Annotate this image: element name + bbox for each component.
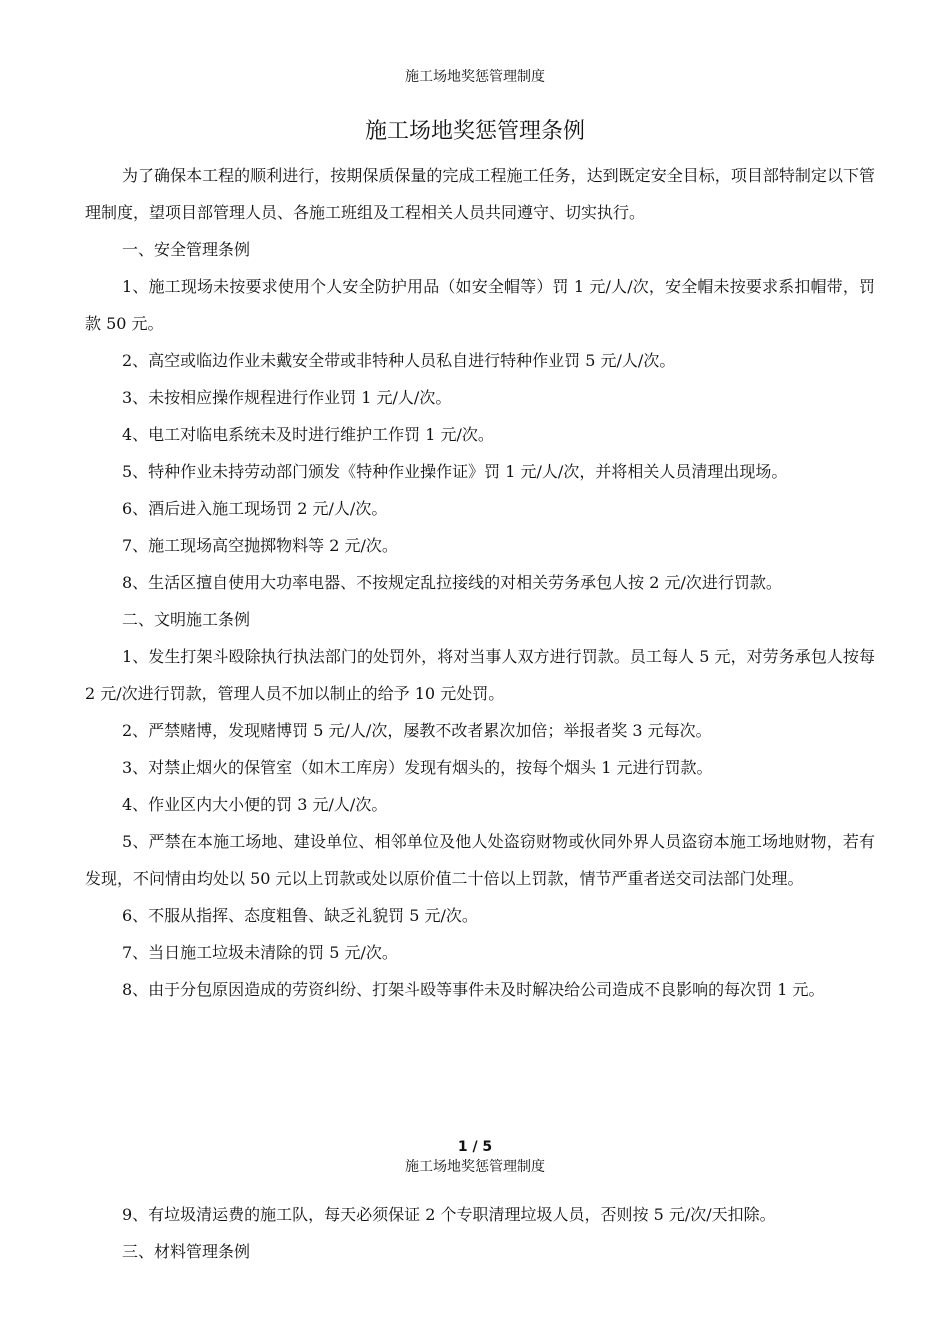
- civilized-rule-5: 5、严禁在本施工场地、建设单位、相邻单位及他人处盗窃财物或伙同外界人员盗窃本施工场地财物，若有发现，不问情由均处以 50 元以上罚款或处以原价值二十倍以上罚款，情节严重者送交司法部门处理。: [85, 832, 875, 888]
- civilized-rule-4: 4、作业区内大小便的罚 3 元/人/次。: [122, 795, 388, 814]
- page-2-body: [85, 1196, 875, 1270]
- section-heading-materials: 三、材料管理条例: [122, 1242, 251, 1261]
- section-heading-civilized: 二、文明施工条例: [122, 610, 251, 629]
- civilized-rule-2: 2、严禁赌博，发现赌博罚 5 元/人/次，屡教不改者累次加倍；举报者奖 3 元每次。: [122, 721, 712, 740]
- safety-rule-8: 8、生活区擅自使用大功率电器、不按规定乱拉接线的对相关劳务承包人按 2 元/次进行罚款。: [122, 573, 782, 592]
- section-heading-safety: 一、安全管理条例: [122, 240, 251, 259]
- civilized-rule-8: 8、由于分包原因造成的劳资纠纷、打架斗殴等事件未及时解决给公司造成不良影响的每次罚 1 元。: [122, 980, 825, 999]
- civilized-rule-6: 6、不服从指挥、态度粗鲁、缺乏礼貌罚 5 元/次。: [122, 906, 478, 925]
- civilized-rule-1: 1、发生打架斗殴除执行执法部门的处罚外，将对当事人双方进行罚款。员工每人 5 元，对劳务承包人按每 2 元/次进行罚款，管理人员不加以制止的给予 10 元处罚。: [85, 647, 875, 703]
- intro-paragraph: 为了确保本工程的顺利进行，按期保质保量的完成工程施工任务，达到既定安全目标，项目部特制定以下管理制度，望项目部管理人员、各施工班组及工程相关人员共同遵守、切实执行。: [85, 166, 875, 222]
- safety-rule-1: 1、施工现场未按要求使用个人安全防护用品（如安全帽等）罚 1 元/人/次，安全帽未按要求系扣帽带，罚款 50 元。: [85, 277, 875, 333]
- page-number: 1 / 5: [457, 1139, 493, 1155]
- safety-rule-6: 6、酒后进入施工现场罚 2 元/人/次。: [122, 499, 388, 518]
- civilized-rule-3: 3、对禁止烟火的保管室（如木工库房）发现有烟头的，按每个烟头 1 元进行罚款。: [122, 758, 713, 777]
- page-1-body: [85, 157, 875, 1008]
- page-1-header: 施工场地奖惩管理制度: [405, 69, 545, 85]
- safety-rule-4: 4、电工对临电系统未及时进行维护工作罚 1 元/次。: [122, 425, 494, 444]
- document-title: 施工场地奖惩管理条例: [364, 119, 585, 144]
- page-2-header: 施工场地奖惩管理制度: [405, 1159, 545, 1175]
- civilized-rule-9: 9、有垃圾清运费的施工队，每天必须保证 2 个专职清理垃圾人员，否则按 5 元/次/天扣除。: [122, 1205, 776, 1224]
- civilized-rule-7: 7、当日施工垃圾未清除的罚 5 元/次。: [122, 943, 398, 962]
- safety-rule-7: 7、施工现场高空抛掷物料等 2 元/次。: [122, 536, 398, 555]
- safety-rule-3: 3、未按相应操作规程进行作业罚 1 元/人/次。: [122, 388, 452, 407]
- safety-rule-2: 2、高空或临边作业未戴安全带或非特种人员私自进行特种作业罚 5 元/人/次。: [122, 351, 676, 370]
- safety-rule-5: 5、特种作业未持劳动部门颁发《特种作业操作证》罚 1 元/人/次，并将相关人员清理出现场。: [122, 462, 788, 481]
